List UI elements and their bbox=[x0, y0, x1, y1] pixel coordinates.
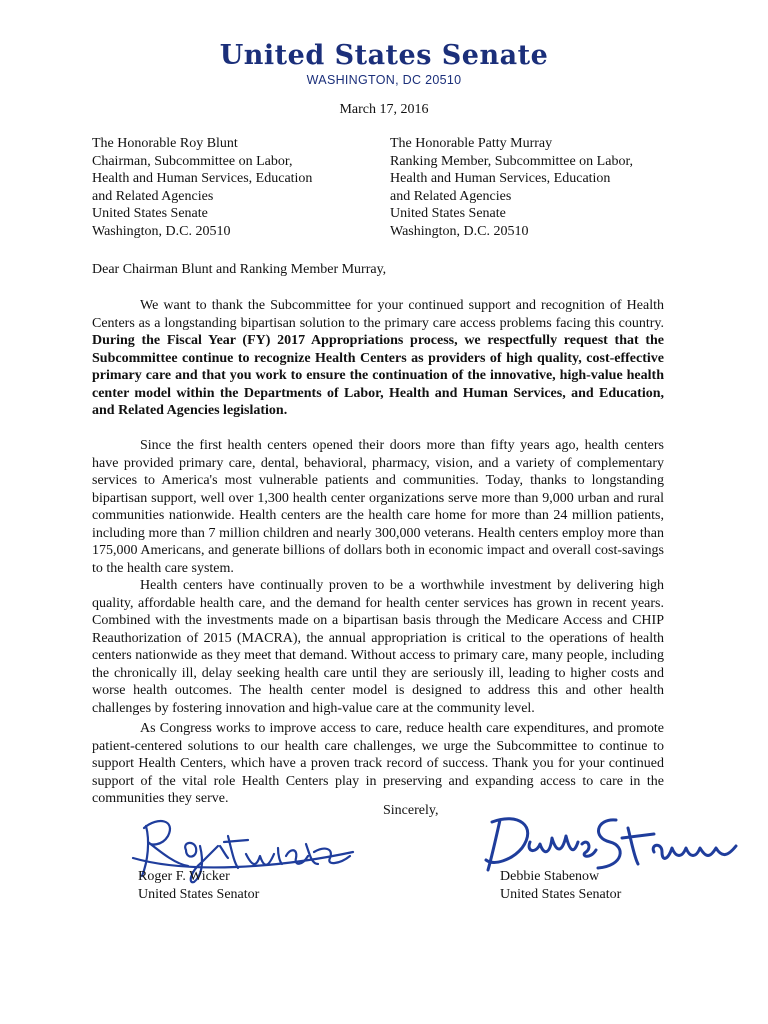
body-paragraph-3: Health centers have continually proven to be a worthwhile investment by delivering high quality, affordable health care, and the demand for health center services has grown in recent years. Combined with the investments made on a bipartisan basis through the Medicare Access and CHIP Reauthorization of 2015 (MACRA), the annual appropriation is critical to the operations of health centers nationwide as they meet that demand. Without access to primary care, many people, including the chronically ill, delay seeking health care until they are seriously ill, leading to higher costs and worse health outcomes. The health center model is designed to address this and other health challenges by fostering innovation and high-value care at the community level. bbox=[92, 578, 664, 716]
body-paragraph-2: Since the first health centers opened their doors more than fifty years ago, health centers have provided primary care, dental, behavioral, pharmacy, vision, and a variety of complementary services to America's most vulnerable patients and communities. Today, thanks to longstanding bipartisan support, well over 1,300 health center organizations serve more than 9,000 urban and rural communities nationwide. Health centers are the health care home for more than 24 million patients, including more than 7 million children and nearly 300,000 veterans. Health centers employ more than 175,000 Americans, and generate billions of dollars both in economic impact and overall cost-savings to the health care system. bbox=[92, 438, 664, 576]
address-line: The Honorable Patty Murray bbox=[390, 136, 553, 151]
address-line: Health and Human Services, Education bbox=[390, 171, 611, 186]
paragraph-bold-request: During the Fiscal Year (FY) 2017 Appropriations process, we respectfully request that the Subcommittee continue to recognize Health Centers as providers of high quality, cost-effective primary care and that you work to ensure the continuation of the innovative, high-value health center model within the Departments of Labor, Health and Human Services, and Education, and Related Agencies legislation. bbox=[92, 333, 664, 418]
signer-title: United States Senator bbox=[138, 886, 260, 902]
address-line: and Related Agencies bbox=[92, 188, 214, 204]
letterhead-address: WASHINGTON, DC 20510 bbox=[306, 73, 462, 87]
signer-name: Debbie Stabenow bbox=[500, 869, 600, 884]
recipient-address-left bbox=[92, 135, 312, 240]
signer-title: United States Senator bbox=[500, 886, 622, 902]
letterhead-title: United States Senate bbox=[219, 40, 549, 71]
address-line: Washington, D.C. 20510 bbox=[92, 223, 231, 239]
signer-block-stabenow bbox=[500, 868, 621, 903]
closing: Sincerely, bbox=[383, 803, 439, 818]
body-paragraph-4: As Congress works to improve access to care, reduce health care expenditures, and promote patient-centered solutions to our health care challenges, we urge the Subcommittee to continue to support Health Centers, which have a proven track record of success. Thank you for your continued support of the vital role Health Centers play in preserving and expanding access to care in the communities they serve. bbox=[92, 721, 664, 806]
address-line: Washington, D.C. 20510 bbox=[390, 223, 529, 239]
address-line: United States Senate bbox=[92, 206, 208, 221]
body-paragraph-1 bbox=[92, 297, 664, 420]
recipient-address-right bbox=[390, 135, 633, 240]
address-line: Chairman, Subcommittee on Labor, bbox=[92, 153, 293, 169]
address-line: United States Senate bbox=[390, 206, 506, 221]
signer-block-wicker bbox=[138, 868, 259, 903]
signer-name: Roger F. Wicker bbox=[138, 869, 230, 884]
address-line: The Honorable Roy Blunt bbox=[92, 136, 238, 151]
letter-date: March 17, 2016 bbox=[339, 102, 429, 117]
salutation: Dear Chairman Blunt and Ranking Member Murray, bbox=[92, 262, 387, 277]
address-line: and Related Agencies bbox=[390, 188, 512, 204]
address-line: Ranking Member, Subcommittee on Labor, bbox=[390, 153, 634, 169]
address-line: Health and Human Services, Education bbox=[92, 171, 313, 186]
paragraph-text: We want to thank the Subcommittee for your continued support and recognition of Health Centers as a longstanding bipartisan solution to the primary care access problems facing this country. bbox=[92, 298, 664, 331]
